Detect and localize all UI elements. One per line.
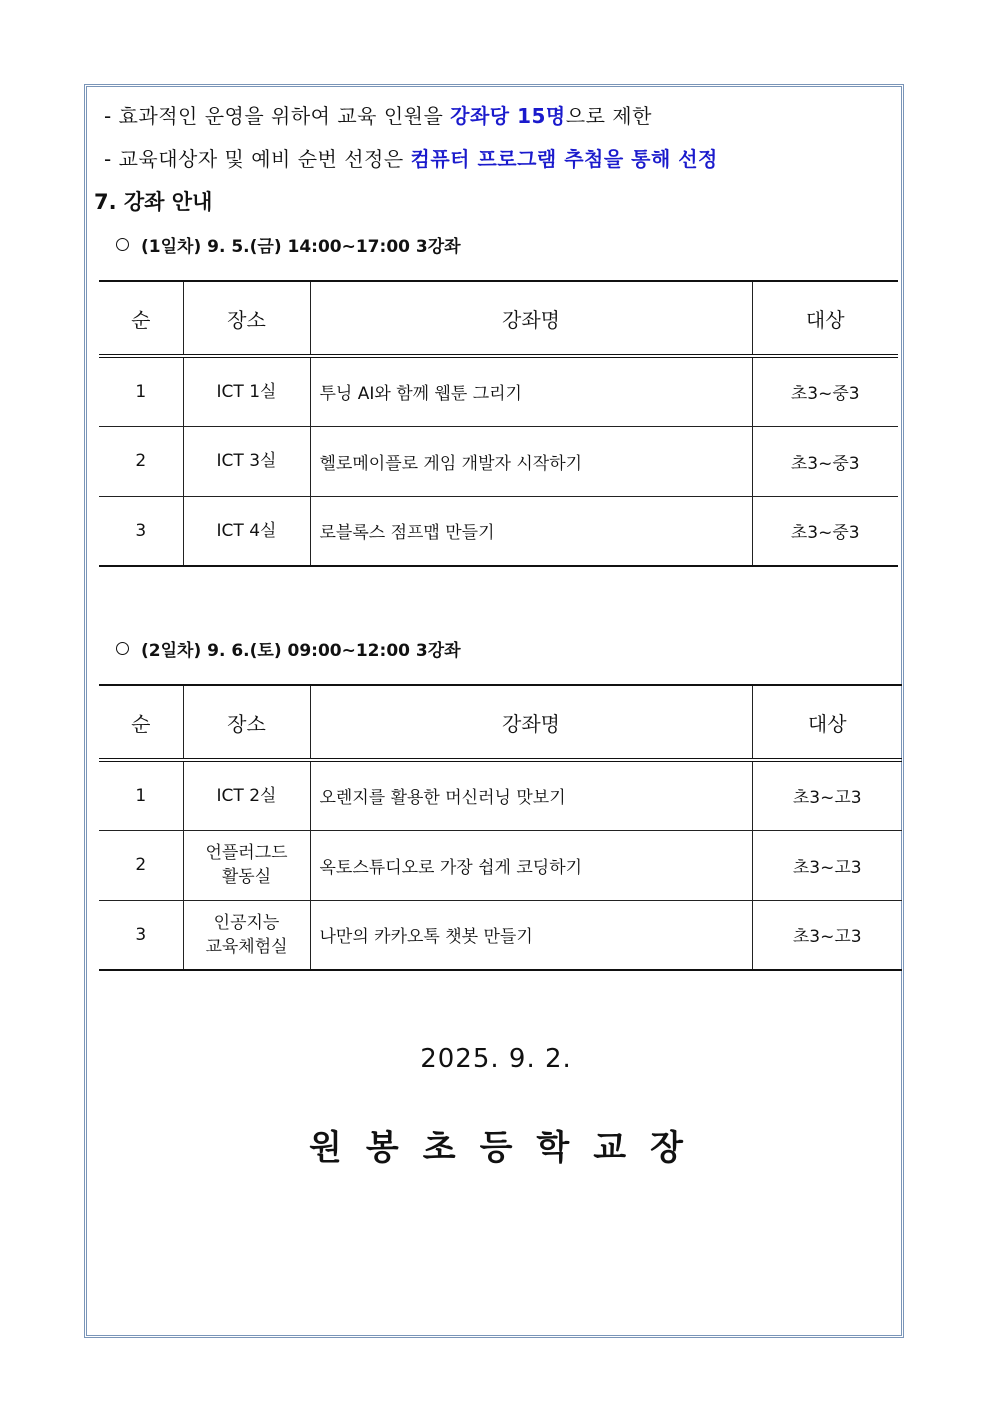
day2-schedule-table (99, 684, 902, 971)
day1-title-line (116, 232, 461, 257)
row-target: 초3~고3 (752, 830, 902, 900)
table-row (99, 830, 902, 900)
header-course: 강좌명 (310, 281, 752, 356)
header-place: 장소 (183, 685, 310, 760)
row-course: 헬로메이플로 게임 개발자 시작하기 (310, 426, 752, 496)
row-course: 투닝 AI와 함께 웹툰 그리기 (310, 356, 752, 426)
day2-title-line (116, 636, 461, 661)
row-no: 1 (99, 356, 183, 426)
row-course: 옥토스튜디오로 가장 쉽게 코딩하기 (310, 830, 752, 900)
note-selection-text: - 교육대상자 및 예비 순번 선정은 (104, 147, 411, 171)
place-line: 교육체험실 (205, 936, 288, 957)
circle-bullet-icon (116, 238, 129, 251)
row-target: 초3~중3 (752, 496, 898, 566)
table-header-row (99, 281, 898, 356)
day1-title: (1일차) 9. 5.(금) 14:00~17:00 3강좌 (141, 237, 461, 257)
day1-schedule-table (99, 280, 898, 567)
row-place (183, 900, 310, 970)
note-capacity-suffix: 으로 제한 (565, 104, 652, 128)
place-line: ICT 2실 (216, 785, 277, 806)
signer-title: 원봉초등학교장 (309, 1128, 707, 1168)
note-capacity-text: - 효과적인 운영을 위하여 교육 인원을 (104, 104, 451, 128)
table-row (99, 356, 898, 426)
row-target: 초3~중3 (752, 356, 898, 426)
table-header-row (99, 685, 902, 760)
table-row (99, 426, 898, 496)
note-selection-highlight: 컴퓨터 프로그램 추첨을 통해 선정 (410, 147, 718, 171)
row-no: 2 (99, 830, 183, 900)
header-no: 순 (99, 281, 183, 356)
row-place (183, 830, 310, 900)
note-capacity (104, 100, 652, 129)
header-course: 강좌명 (310, 685, 752, 760)
row-course: 오렌지를 활용한 머신러닝 맛보기 (310, 760, 752, 830)
header-target: 대상 (752, 685, 902, 760)
place-line: 인공지능 (213, 912, 280, 933)
issue-date: 2025. 9. 2. (420, 1044, 572, 1074)
row-course: 로블록스 점프맵 만들기 (310, 496, 752, 566)
note-capacity-highlight: 강좌당 15명 (450, 104, 566, 128)
section-title: 7. 강좌 안내 (94, 190, 213, 214)
note-selection (104, 143, 718, 172)
row-place (183, 426, 310, 496)
table-row (99, 760, 902, 830)
row-target: 초3~중3 (752, 426, 898, 496)
header-place: 장소 (183, 281, 310, 356)
table-row (99, 496, 898, 566)
row-no: 3 (99, 900, 183, 970)
day2-title: (2일차) 9. 6.(토) 09:00~12:00 3강좌 (141, 641, 461, 661)
row-no: 1 (99, 760, 183, 830)
row-no: 3 (99, 496, 183, 566)
row-target: 초3~고3 (752, 760, 902, 830)
header-target: 대상 (752, 281, 898, 356)
place-line: ICT 4실 (216, 520, 277, 541)
row-target: 초3~고3 (752, 900, 902, 970)
place-line: ICT 3실 (216, 451, 277, 471)
circle-bullet-icon (116, 642, 129, 655)
header-no: 순 (99, 685, 183, 760)
row-no: 2 (99, 426, 183, 496)
place-line: ICT 1실 (216, 381, 277, 402)
place-line: 언플러그드 (205, 843, 288, 863)
row-place (183, 356, 310, 426)
place-line: 활동실 (221, 867, 272, 887)
row-course: 나만의 카카오톡 챗봇 만들기 (310, 900, 752, 970)
row-place (183, 496, 310, 566)
row-place (183, 760, 310, 830)
table-row (99, 900, 902, 970)
